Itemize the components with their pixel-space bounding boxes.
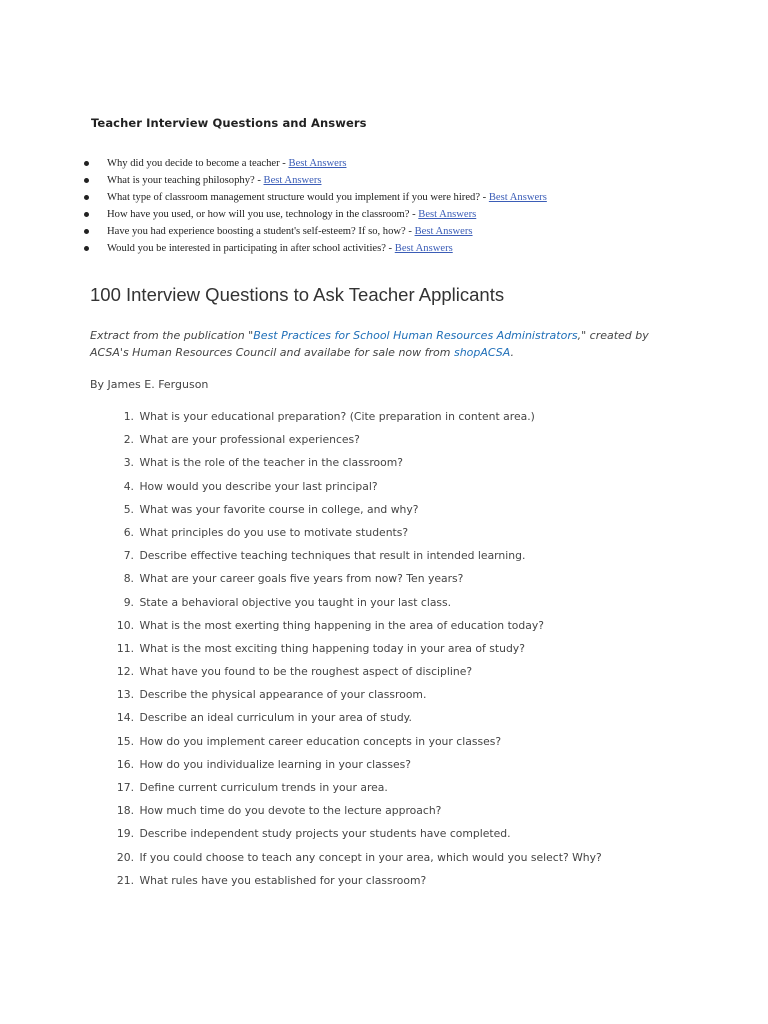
- list-item: [90, 570, 602, 593]
- list-item: [90, 779, 602, 802]
- question-number: 12.: [116, 665, 134, 679]
- question-text: Why did you decide to become a teacher -: [107, 158, 289, 169]
- list-item: [90, 825, 602, 848]
- list-item: [80, 172, 547, 189]
- list-item: [90, 872, 602, 895]
- list-item: [90, 501, 602, 524]
- question-text: How have you used, or how will you use, technology in the classroom? -: [107, 209, 419, 220]
- question-text: What was your favorite course in college, and why?: [139, 502, 419, 516]
- question-number: 7.: [123, 549, 134, 563]
- question-text: What is your teaching philosophy? -: [107, 175, 264, 186]
- question-text: Define current curriculum trends in your area.: [139, 781, 388, 794]
- interview-questions-list: [90, 408, 602, 895]
- bullet-icon: [84, 178, 89, 183]
- question-text: What principles do you use to motivate students?: [139, 525, 409, 539]
- list-item: [90, 594, 602, 617]
- list-item: [90, 408, 602, 431]
- question-text: What is the most exciting thing happening today in your area of study?: [139, 641, 525, 655]
- list-item: [80, 223, 547, 240]
- author-byline: By James E. Ferguson: [90, 378, 209, 391]
- question-number: 18.: [116, 804, 134, 818]
- question-text: What is the most exerting thing happening in the area of education today?: [139, 618, 545, 632]
- list-item: [90, 547, 602, 570]
- question-text: Describe the physical appearance of your classroom.: [139, 688, 427, 702]
- best-answers-link[interactable]: Best Answers: [288, 158, 347, 169]
- question-text: How much time do you devote to the lecture approach?: [139, 804, 442, 818]
- question-number: 21.: [116, 873, 134, 887]
- bullet-icon: [84, 246, 89, 251]
- question-text: How do you individualize learning in your classes?: [139, 757, 411, 771]
- bullet-icon: [84, 161, 89, 166]
- question-number: 10.: [116, 618, 134, 632]
- publication-link[interactable]: Best Practices for School Human Resources Administrators: [253, 329, 578, 342]
- question-number: 2.: [123, 433, 134, 447]
- list-item: [90, 431, 602, 454]
- best-answers-link[interactable]: Best Answers: [414, 226, 473, 237]
- shop-link[interactable]: shopACSA: [453, 346, 511, 359]
- list-item: [90, 454, 602, 477]
- list-item: [90, 524, 602, 547]
- list-item: [80, 155, 547, 172]
- best-answers-link[interactable]: Best Answers: [263, 175, 322, 186]
- bullet-icon: [84, 195, 89, 200]
- question-number: 11.: [116, 641, 134, 655]
- list-item: [90, 802, 602, 825]
- question-text: Describe an ideal curriculum in your area of study.: [139, 711, 412, 725]
- question-text: Describe independent study projects your students have completed.: [139, 827, 511, 841]
- list-item: [90, 617, 602, 640]
- question-number: 4.: [123, 479, 134, 493]
- list-item: [80, 240, 547, 257]
- question-number: 19.: [116, 827, 134, 841]
- question-text: Would you be interested in participating in after school activities? -: [107, 243, 395, 254]
- question-number: 3.: [123, 456, 134, 470]
- main-heading: 100 Interview Questions to Ask Teacher Applicants: [90, 284, 505, 305]
- list-item: [90, 640, 602, 663]
- best-answers-link[interactable]: Best Answers: [394, 243, 453, 254]
- section-title: Teacher Interview Questions and Answers: [91, 116, 367, 130]
- question-text: If you could choose to teach any concept in your area, which would you select? Why?: [139, 850, 602, 864]
- question-number: 14.: [116, 711, 134, 725]
- list-item: [90, 849, 602, 872]
- question-number: 9.: [123, 595, 134, 609]
- question-text: What are your career goals five years from now? Ten years?: [139, 572, 464, 586]
- best-answers-link[interactable]: Best Answers: [418, 209, 477, 220]
- question-number: 5.: [123, 502, 134, 516]
- list-item: [80, 206, 547, 223]
- extract-prefix: Extract from the publication ": [90, 329, 254, 342]
- list-item: [90, 733, 602, 756]
- list-item: [90, 686, 602, 709]
- bullet-icon: [84, 229, 89, 234]
- list-item: [90, 756, 602, 779]
- best-answers-link[interactable]: Best Answers: [488, 192, 547, 203]
- question-text: State a behavioral objective you taught in your last class.: [139, 595, 452, 609]
- question-text: What is the role of the teacher in the classroom?: [139, 456, 403, 470]
- question-number: 13.: [116, 688, 134, 702]
- question-number: 8.: [123, 572, 134, 586]
- question-text: What have you found to be the roughest aspect of discipline?: [139, 665, 473, 679]
- question-number: 1.: [123, 410, 134, 423]
- publication-extract: [90, 327, 690, 361]
- list-item: [90, 709, 602, 732]
- question-text: What type of classroom management structure would you implement if you were hired? -: [107, 192, 489, 203]
- question-number: 16.: [116, 757, 134, 771]
- list-item: [80, 189, 547, 206]
- question-text: What is your educational preparation? (Cite preparation in content area.): [139, 410, 535, 423]
- question-number: 17.: [116, 781, 134, 794]
- question-text: Describe effective teaching techniques that result in intended learning.: [139, 549, 526, 563]
- list-item: [90, 663, 602, 686]
- list-item: [90, 478, 602, 501]
- question-text: Have you had experience boosting a student's self-esteem? If so, how? -: [107, 226, 415, 237]
- question-number: 6.: [123, 525, 134, 539]
- extract-suffix: .: [510, 346, 515, 359]
- question-text: How would you describe your last principal?: [139, 479, 378, 493]
- question-number: 15.: [116, 734, 134, 748]
- question-number: 20.: [116, 850, 134, 864]
- teacher-questions-list: [80, 155, 547, 257]
- bullet-icon: [84, 212, 89, 217]
- question-text: What are your professional experiences?: [139, 433, 360, 447]
- extract-middle: ," created by ACSA's Human Resources Council and availabe for sale now from: [90, 329, 649, 359]
- question-text: What rules have you established for your classroom?: [139, 873, 427, 887]
- question-text: How do you implement career education concepts in your classes?: [139, 734, 502, 748]
